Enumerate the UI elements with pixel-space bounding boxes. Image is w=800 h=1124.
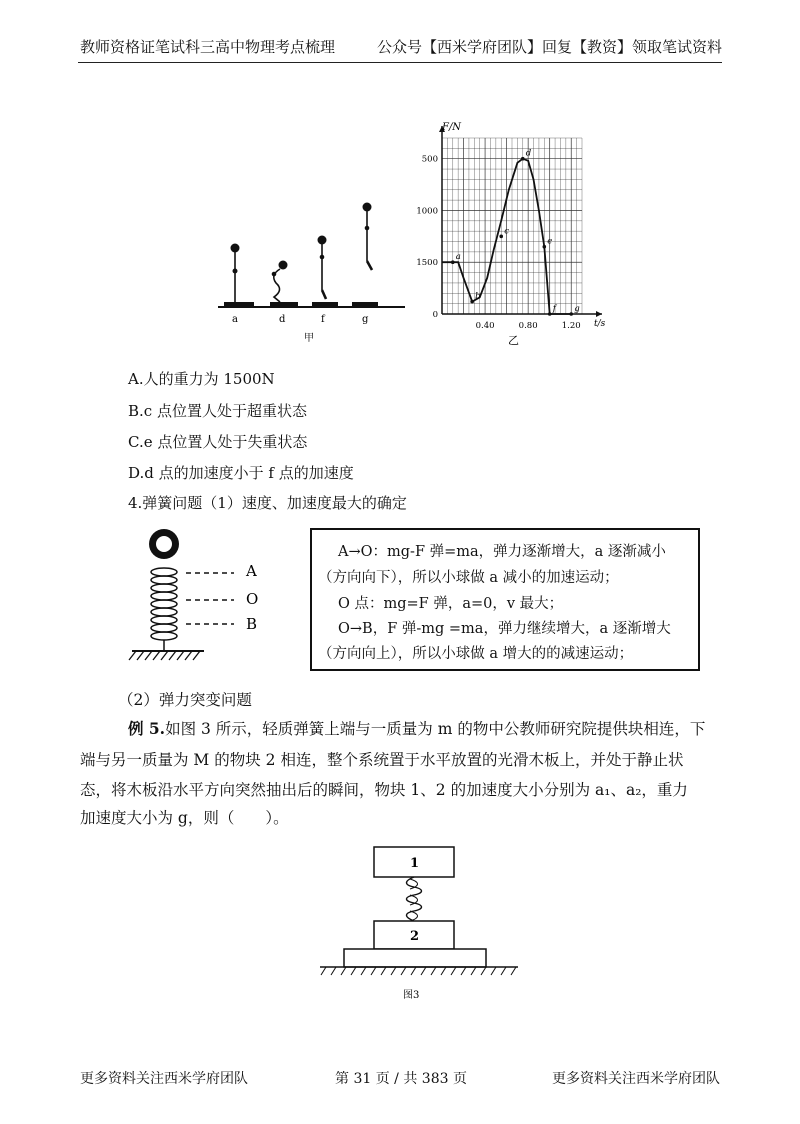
example-line-3: 态，将木板沿水平方向突然抽出后的瞬间，物块 1、2 的加速度大小分别为 a₁、a₂，重力	[80, 781, 688, 799]
figure-jia-label-d: d	[279, 314, 286, 325]
figure-jia	[210, 195, 410, 345]
block-2-label: 2	[410, 929, 420, 944]
example-text-1: 如图 3 所示，轻质弹簧上端与一质量为 m 的物中公教师研究院提供块相连，下	[165, 720, 706, 738]
option-c: C.e 点位置人处于失重状态	[128, 433, 308, 451]
footer-right: 更多资料关注西米学府团队	[552, 1071, 720, 1087]
chart-point-b	[470, 300, 474, 304]
chart-grid	[442, 138, 582, 314]
chart-point-f	[548, 312, 552, 316]
chart-point-label-c: c	[504, 226, 509, 237]
chart-y-axis-label: F/N	[442, 122, 462, 133]
box-line-5: （方向向上），所以小球做 a 增大的的减速运动；	[318, 646, 634, 662]
spring-label-o: O	[246, 590, 259, 608]
box-line-3: O 点：mg=F 弹，a=0，v 最大；	[338, 596, 564, 612]
figure-jia-label-a: a	[232, 314, 238, 325]
option-d: D.d 点的加速度小于 f 点的加速度	[128, 464, 354, 482]
box-line-1: A→O：mg-F 弹=ma，弹力逐渐增大，a 逐渐减小	[338, 544, 666, 560]
footer-page-number: 第 31 页 / 共 383 页	[335, 1071, 467, 1087]
example-label: 例 5.	[128, 719, 166, 738]
chart-x-arrow	[596, 311, 602, 317]
chart-x-tick-label: 0.80	[518, 321, 538, 331]
box-line-2: （方向向下），所以小球做 a 减小的加速运动；	[318, 570, 619, 586]
spring-label-b: B	[246, 615, 258, 633]
block-1-label: 1	[410, 856, 420, 871]
chart-y-tick-label: 1000	[416, 206, 438, 217]
subsection-2-heading: （2）弹力突变问题	[118, 691, 252, 709]
chart-point-label-d: d	[525, 148, 532, 159]
spring-label-a: A	[246, 562, 257, 580]
chart-point-a	[451, 260, 455, 264]
chart-ticks	[416, 155, 580, 331]
chart-point-e	[543, 245, 547, 249]
header-left: 教师资格证笔试科三高中物理考点梳理	[80, 38, 336, 56]
header-rule	[78, 62, 722, 63]
option-a: A.人的重力为 1500N	[128, 370, 275, 388]
chart-point-label-a: a	[455, 252, 461, 263]
figure-yi-chart	[410, 118, 620, 348]
spring-ball-figure	[124, 522, 274, 672]
chart-point-d	[521, 157, 525, 161]
example-line-1	[128, 717, 705, 739]
chart-y-tick-label: 500	[421, 154, 438, 165]
figure-3-caption: 图3	[403, 990, 420, 1001]
figure-jia-label-f: f	[321, 314, 325, 325]
chart-point-label-f: f	[552, 304, 556, 314]
box-line-4: O→B，F 弹-mg =ma，弹力继续增大，a 逐渐增大	[338, 621, 671, 637]
example-line-2: 端与另一质量为 M 的物块 2 相连，整个系统置于水平放置的光滑木板上，并处于静止状	[80, 751, 684, 769]
chart-y-tick-label: 1500	[416, 258, 438, 269]
figure-jia-label-g: g	[362, 314, 369, 325]
figure-jia-caption: 甲	[304, 333, 314, 344]
chart-caption: 乙	[508, 334, 519, 347]
chart-origin-label: 0	[432, 310, 438, 320]
chart-point-label-e: e	[547, 236, 553, 247]
chart-x-tick-label: 1.20	[561, 321, 581, 331]
chart-point-label-b: b	[475, 291, 481, 302]
footer-left: 更多资料关注西米学府团队	[80, 1071, 248, 1087]
chart-point-g	[569, 312, 573, 316]
figure-3	[318, 845, 523, 1005]
chart-x-axis-label: t/s	[594, 319, 606, 329]
chart-point-c	[499, 235, 503, 239]
section-4-heading: 4.弹簧问题（1）速度、加速度最大的确定	[128, 494, 407, 512]
chart-points	[451, 149, 580, 316]
chart-x-tick-label: 0.40	[475, 321, 495, 331]
example-line-4: 加速度大小为 g，则（ ）。	[80, 809, 289, 827]
chart-point-label-g: g	[574, 304, 580, 314]
option-b: B.c 点位置人处于超重状态	[128, 402, 307, 420]
header-right: 公众号【西米学府团队】回复【教资】领取笔试资料	[376, 38, 722, 56]
